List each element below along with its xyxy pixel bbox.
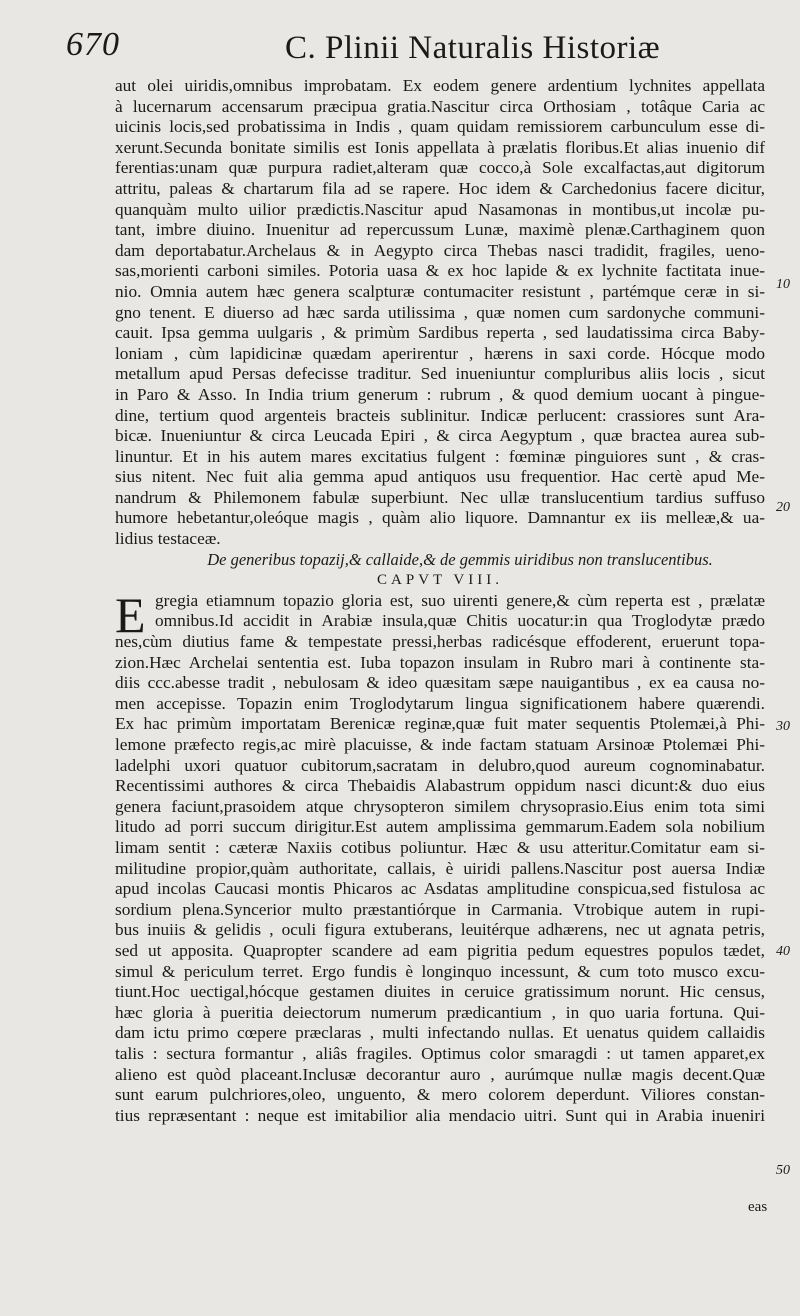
- text-line: ladelphi uxori quatuor cubitorum,sacratam in delubro,quod aureum cognominabatur.: [115, 755, 765, 775]
- text-line: tant, imbre diuino. Inuenitur ad repercussum Lunæ, maximè plenæ.Carthaginem quon: [115, 220, 765, 240]
- text-line: dam ictu primo cœpere præclaras , multi infectando nullas. Et uenatus quidem callaidis: [115, 1023, 765, 1043]
- paragraph-1: [115, 76, 765, 550]
- text-line: Recentissimi authores & circa Thebaidis Alabastrum oppidum nasci dicunt:& duo eius: [115, 776, 765, 796]
- text-line: dam deportabatur.Archelaus & in Aegypto circa Thebas nasci tradidit, fragiles, ueno-: [115, 240, 765, 260]
- text-line: sed ut apposita. Quapropter scandere ad eam pigritia pedum equestres populos tædet,: [115, 940, 765, 960]
- text-line: à lucernarum accensarum præcipua gratia.Nascitur circa Orthosiam , totâque Caria ac: [115, 96, 765, 116]
- text-line: limam sentit : cæteræ Naxiis cotibus poliuntur. Hæc & usu atteritur.Comitatur eam si-: [115, 837, 765, 857]
- text-line: nandrum & Philemonem fabulæ superbiunt. Nec ullæ translucentium tardius suffuso: [115, 487, 765, 507]
- text-line: bus inuiis & gelidis , oculi figura extuberans, leuitérque adhærens, nec ut agnata petris,: [115, 920, 765, 940]
- paragraph-2: [115, 586, 765, 1126]
- text-line: sas,morienti carboni similes. Potoria uasa & ex hoc lapide & ex lychnite factitata inue-: [115, 261, 765, 281]
- text-line: zion.Hæc Archelai sententia est. Iuba topazon insulam in Rubro mari à continente sta-: [115, 652, 765, 672]
- running-head: C. Plinii Naturalis Historiæ: [285, 30, 661, 66]
- text-line: cauit. Ipsa gemma uulgaris , & primùm Sardibus reperta , sed laudatissima circa Baby-: [115, 323, 765, 343]
- drop-cap-initial: E: [115, 586, 146, 643]
- text-line: tius repræsentant : neque est imitabilior alia mendacio uitri. Sunt qui in Arabia inueniri: [115, 1105, 765, 1125]
- text-line: lidius testaceæ.: [115, 529, 221, 549]
- text-line: militudine propior,quàm authoritate, callais, è uiridi pallens.Nascitur post auersa Indiæ: [115, 858, 765, 878]
- text-line: men accepisse. Topazin enim Troglodytarum lingua significationem habere quærendi.: [115, 693, 765, 713]
- text-line: aut olei uiridis,omnibus improbatam. Ex eodem genere ardentium lychnites appellata: [115, 76, 765, 95]
- text-line: metallum apud Persas defecisse traditur. Sed inueniuntur compluribus aliis locis , sicut: [115, 364, 765, 384]
- chapter-heading: CAPVT VIII.: [377, 572, 503, 589]
- margin-line-number: 40: [776, 944, 790, 959]
- text-line: litudo ad porri succum dirigitur.Est autem amplissima gemmarum.Eadem sola nobilium: [115, 817, 765, 837]
- margin-line-number: 10: [776, 277, 790, 292]
- section-title: De generibus topazij,& callaide,& de gemmis uiridibus non translucentibus.: [207, 549, 713, 569]
- text-line: lemone præfecto regis,ac mirè placuisse, & inde factam statuam Arsinoæ Ptolemæi Phi-: [115, 735, 765, 754]
- text-line: gno tenent. E diuerso ad hæc sarda utilissima , quæ nomen cum sardonyche communi-: [115, 302, 765, 322]
- text-line: dine, tertium quod argenteis bracteis sublinitur. Indicæ perlucent: crassiores sunt Ara-: [115, 405, 765, 425]
- text-block: [115, 76, 765, 1126]
- margin-line-number: 50: [776, 1163, 790, 1178]
- text-line: attritu, paleas & chartarum fila ad se rapere. Hoc idem & Carchedonius facere dicitur,: [115, 178, 765, 198]
- text-line: xerunt.Secunda bonitate similis est Ionis appellata à prælatis floribus.Et alias inuenio dif: [115, 137, 765, 157]
- text-line: talis : sectura formantur , aliâs fragiles. Optimus color smaragdi : ut tamen apparet,ex: [115, 1043, 765, 1063]
- text-line: nio. Omnia autem hæc genera scalpturæ contumaciter resistunt , partémque ceræ in si-: [115, 281, 765, 301]
- margin-line-number: 30: [776, 719, 790, 734]
- text-line: genera faciunt,prasoidem atque chrysopteron similem chrysoprasio.Eius enim tota simi: [115, 796, 765, 816]
- text-line: in Paro & Asso. In India trium generum : rubrum , & quod demium uocant à pingue-: [115, 384, 765, 404]
- text-line: quanquàm multo uilior prædictis.Nascitur apud Nasamonas in montibus,ut incolæ pu-: [115, 199, 765, 219]
- text-line: apud incolas Caucasi montis Phicaros ac Asdatas amplitudine conspicua,sed fistulosa ac: [115, 879, 765, 899]
- text-line: Ex hac primùm importatam Berenicæ reginæ,quæ fuit mater sequentis Ptolemæi,à Phi-: [115, 714, 765, 734]
- text-line: diis ccc.abesse tradit , nebulosam & ideo quæsitam sæpe nauigantibus , ex ea causa no-: [115, 673, 765, 693]
- margin-line-number: 20: [776, 500, 790, 515]
- text-line: nes,cùm diutius fame & tempestate pressi,herbas radicésque effoderent, eruerunt topa-: [115, 632, 765, 652]
- text-line: simul & periculum terret. Ergo fundis è longinquo incessunt, & cum toto musco excu-: [115, 961, 765, 981]
- text-line: humore hebetantur,oleóque magis , quàm alio liquore. Damnantur ex iis melleæ,& ua-: [115, 508, 765, 528]
- text-line: alieno est quòd placeant.Inclusæ decorantur auro , aurúmque nullæ magis decent.Quæ: [115, 1064, 765, 1084]
- text-line: ferentias:unam quæ purpura radiet,alteram quæ cocco,à Sole excalfactas,aut digitorum: [115, 158, 765, 178]
- page-number: 670: [66, 26, 120, 63]
- text-line: loniam , cùm lapidicinæ quædam aperirentur , hærens in saxi corde. Hócque modo: [115, 343, 765, 363]
- text-line: omnibus.Id accidit in Arabiæ insula,quæ Chitis uocatur:in qua Troglodytæ prædo: [155, 611, 765, 631]
- text-line: tiunt.Hoc uectigal,hócque gestamen diuites in ceruice gratissimum norunt. Hic census,: [115, 982, 765, 1002]
- text-line: sunt earum pulchriores,oleo, unguento, & mero colorem deperdunt. Viliores constan-: [115, 1085, 765, 1105]
- text-line: hæc gloria à pueritia deiectorum numerum prædicantium , in quo uaria fortuna. Qui-: [115, 1002, 765, 1022]
- text-line: uicinis locis,sed probatissima in Indis , quam quidam remissiorem carbunculum esse di-: [115, 117, 765, 137]
- text-line: bicæ. Inueniuntur & circa Leucada Epiri , & circa Aegyptum , quæ bractea aurea sub-: [115, 426, 765, 446]
- text-line: gregia etiamnum topazio gloria est, suo uirenti genere,& cùm reperta est , prælatæ: [155, 590, 765, 610]
- text-line: sordium plena.Syncerior multo præstantiórque in Carmania. Vtrobique autem in rupi-: [115, 899, 765, 919]
- text-line: linuntur. Et in his autem mares excitatius fulgent : fœminæ pinguiores sunt , & cras-: [115, 446, 765, 466]
- text-line: sius nitent. Nec fuit alia gemma apud antiquos usu frequentior. Hac certè apud Me-: [115, 467, 765, 487]
- catchword: eas: [748, 1199, 768, 1215]
